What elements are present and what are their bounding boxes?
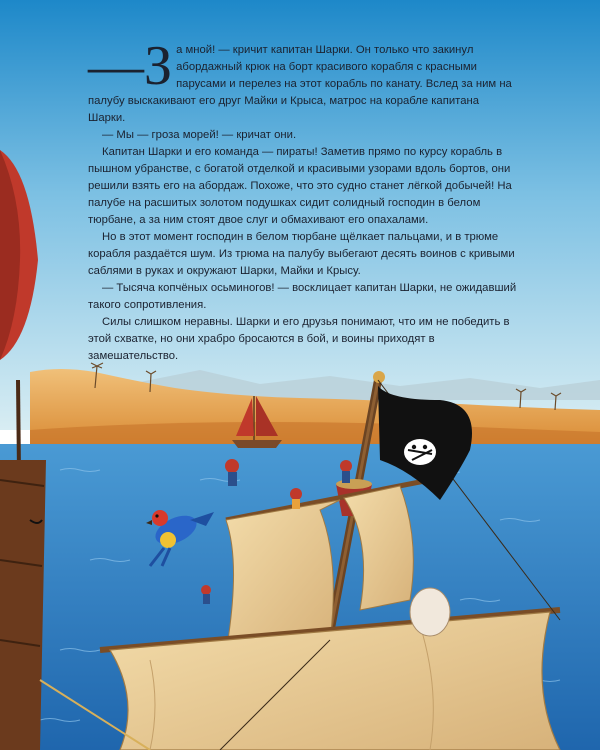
- top-sail: [226, 500, 340, 640]
- story-paragraph-3: Капитан Шарки и его команда — пираты! Заметив прямо по курсу корабль в пышном убранстве, с богатой отделкой и красивыми узорами вдоль бортов, они решили взять его на абордаж. Похоже, что это судно станет лёгкой добычей! На палубе на расшитых золотом подушках сидит солидный господин в белом тюрбане, а за ним стоят двое слуг и обмахивают его опахалами.: [88, 146, 512, 226]
- red-sail-ship: [0, 0, 46, 750]
- story-paragraph-2: — Мы — гроза морей! — кричат они.: [102, 129, 297, 141]
- story-paragraph-6: Силы слишком неравны. Шарки и его друзья понимают, что им не победить в этой схватке, но они храбро бросаются в бой, и воины приходят в замешательство.: [88, 316, 510, 362]
- drop-cap: —З: [88, 35, 173, 97]
- story-paragraph-4: Но в этот момент господин в белом тюрбане щёлкает пальцами, и в трюме корабля раздаётся шум. Из трюма на палубу выбегают десять воинов с кривыми саблями в руках и окружают Шарки, Майки и Крысу.: [88, 231, 515, 277]
- story-paragraph-1: —З а мной! — кричит капитан Шарки. Он только что закинул абордажный крюк на борт красивого корабля с красными парусами и перелез на этот корабль по канату. Вслед за ним на палубу выскакивают его друг Майки и Крыса, матрос на корабле капитана Шарки.: [88, 35, 512, 124]
- speckled-egg: [410, 588, 450, 636]
- story-text: [88, 35, 518, 365]
- story-paragraph-5: — Тысяча копчёных осьминогов! — восклицает капитан Шарки, не ожидавший такого сопротивления.: [88, 282, 517, 311]
